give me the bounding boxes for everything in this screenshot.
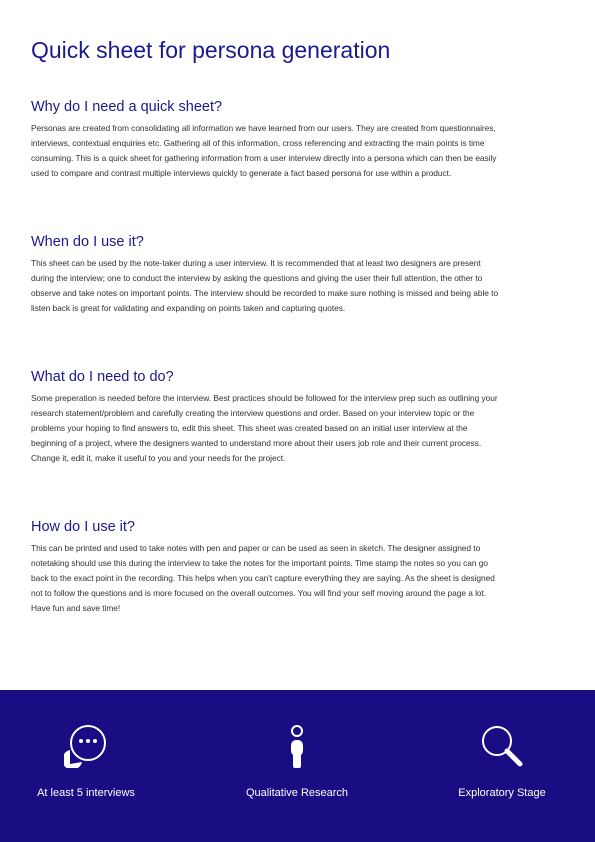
magnifying-glass-icon [480,724,524,768]
feature-label: At least 5 interviews [37,787,135,799]
feature-qualitative [207,724,387,799]
section-heading: When do I use it? [31,234,144,250]
feature-label: Qualitative Research [245,787,349,799]
page-title: Quick sheet for persona generation [31,37,391,63]
section-heading: How do I use it? [31,519,135,535]
section-heading: What do I need to do? [31,369,174,385]
section-how [31,518,505,616]
feature-exploratory [412,724,592,799]
feature-label: Exploratory Stage [458,787,546,799]
section-body: This can be printed and used to take notes with pen and paper or can be used as seen in sketch. The designer assigned to notetaking should use this during the interview to take the notes for the important points. Time stamp the notes so you can go back to the exact point in the recording. This helps when you can't capture everything they are saying. As the sheet is designed not to follow the questions and is more focused on the overall outcomes. You will find your self moving around the page a lot. Have fun and save time! [31,543,495,613]
section-body: Personas are created from consolidating all information we have learned from our users. They are created from questionnaires, interviews, contextual enquiries etc. Gathering all of this information, cross referencing and extracting the main points is time consuming. This is a quick sheet for gathering information from a user interview directly into a persona which can then be easily used to compare and contrast multiple interviews quickly to generate a fact based persona for use within a product. [31,123,497,178]
footer-banner [0,690,595,842]
speech-bubble-icon [64,724,108,768]
section-when [31,233,505,316]
section-heading: Why do I need a quick sheet? [31,99,223,115]
section-why [31,98,505,181]
section-what [31,368,505,466]
person-icon [275,724,319,768]
section-body: Some preperation is needed before the interview. Best practices should be followed for the interview prep such as outlining your research statement/problem and carefully creating the interview questions and order. Based on your interview topic or the problems your hoping to find answers to, edit this sheet. This sheet was created based on an initial user interview at the beginning of a project, where the designers wanted to understand more about their users job role and their current process. Change it, edit it, make it useful to you and your needs for the project. [31,393,498,463]
feature-interviews [0,724,176,799]
section-body: This sheet can be used by the note-taker during a user interview. It is recommended that at least two designers are present during the interview; one to conduct the interview by asking the questions and giving the user their full attention, the other to observe and take notes on important points. The interview should be recorded to make sure nothing is missed and being able to listen back is great for validating and expanding on points taken and capturing quotes. [31,258,499,313]
